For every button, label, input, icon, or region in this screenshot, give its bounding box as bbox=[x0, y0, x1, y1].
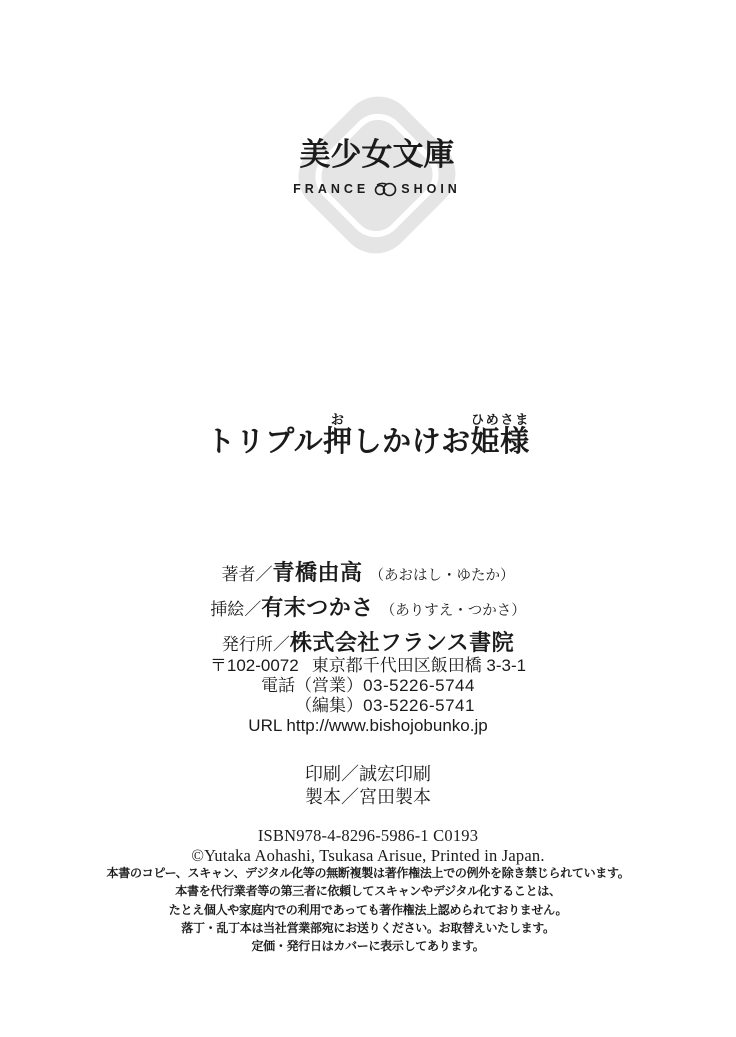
title-seg-1: トリプル bbox=[206, 426, 324, 458]
copyright-line: ©Yutaka Aohashi, Tsukasa Arisue, Printed in Japan. bbox=[191, 846, 545, 865]
illustrator-name: 有末つかさ bbox=[261, 595, 374, 620]
logo-kanji-text: 美少女文庫 bbox=[299, 137, 455, 172]
logo-ring-shape bbox=[304, 102, 450, 248]
title-seg-2: 押お bbox=[323, 412, 353, 458]
publisher-name: 株式会社フランス書院 bbox=[289, 630, 515, 655]
illustrator-row bbox=[0, 592, 736, 627]
phone-editorial-label: （編集） bbox=[295, 696, 364, 715]
street-address: 東京都千代田区飯田橋 3-3-1 bbox=[311, 656, 527, 675]
illustrator-label: 挿絵／ bbox=[210, 600, 262, 619]
illustrator-reading: （ありすえ・つかさ） bbox=[380, 603, 526, 619]
credits-block bbox=[0, 557, 736, 661]
disclaimer-block bbox=[0, 864, 736, 955]
logo-latin-text bbox=[286, 181, 468, 197]
disclaimer-line-4: 落丁・乱丁本は当社営業部宛にお送りください。お取替えいたします。 bbox=[181, 920, 555, 935]
author-label: 著者／ bbox=[221, 565, 273, 584]
publisher-logo bbox=[286, 80, 468, 272]
phone-editorial-number: 03-5226-5741 bbox=[363, 696, 475, 715]
printer-row: 印刷／誠宏印刷 bbox=[305, 764, 431, 784]
phone-sales-number: 03-5226-5744 bbox=[363, 676, 475, 695]
disclaimer-line-2: 本書を代行業者等の第三者に依頼してスキャンやデジタル化することは、 bbox=[175, 884, 561, 899]
logo-latin-right: SHOIN bbox=[401, 182, 461, 196]
title-seg-4: 姫様ひめさま bbox=[470, 412, 530, 458]
author-reading: （あおはし・ゆたか） bbox=[369, 568, 515, 584]
publisher-label: 発行所／ bbox=[221, 635, 290, 654]
disclaimer-line-1: 本書のコピー、スキャン、デジタル化等の無断複製は著作権法上での例外を除き禁じられています。 bbox=[106, 866, 630, 880]
logo-latin-left: FRANCE bbox=[293, 182, 370, 196]
isbn-line: ISBN978-4-8296-5986-1 C0193 bbox=[257, 826, 479, 845]
title-seg-3: しかけお bbox=[352, 426, 471, 458]
postal-address-row bbox=[0, 656, 736, 676]
author-name: 青橋由高 bbox=[272, 560, 363, 585]
disclaimer-line-5: 定価・発行日はカバーに表示してあります。 bbox=[251, 939, 485, 954]
binder-row: 製本／宮田製本 bbox=[305, 787, 431, 807]
address-block bbox=[0, 656, 736, 736]
postal-code: 〒102-0072 bbox=[209, 656, 299, 675]
disclaimer-line-3: たとえ個人や家庭内での利用であっても著作権法上認められておりません。 bbox=[168, 902, 568, 917]
author-row bbox=[0, 557, 736, 592]
logo-emblem-icon bbox=[372, 181, 398, 197]
production-block bbox=[0, 763, 736, 809]
url-row: URL http://www.bishojobunko.jp bbox=[248, 716, 488, 735]
phone-rows bbox=[0, 676, 736, 716]
book-title bbox=[0, 412, 736, 460]
phone-sales-label: 電話（営業） bbox=[261, 676, 364, 695]
